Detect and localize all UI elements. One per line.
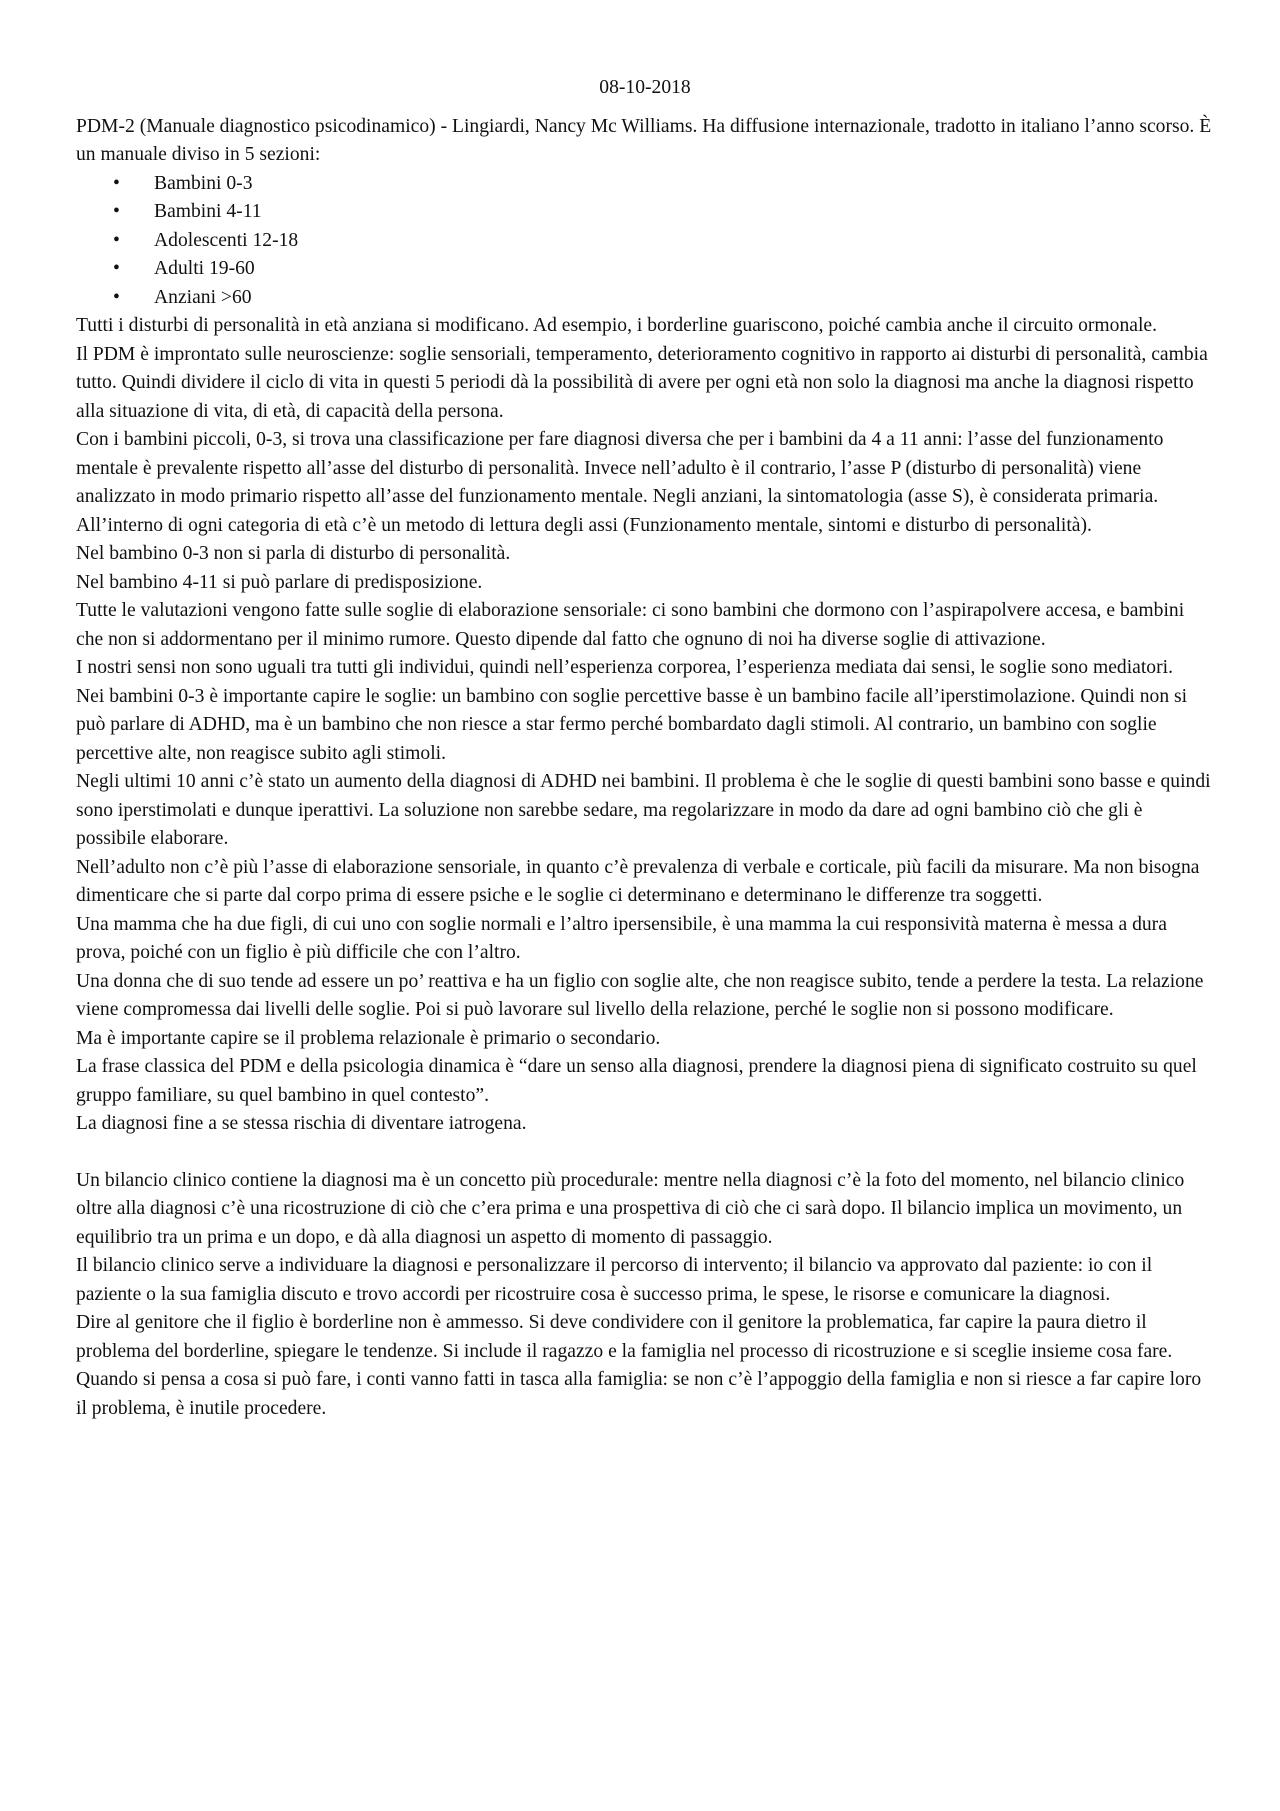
paragraph: Una donna che di suo tende ad essere un po’ reattiva e ha un figlio con soglie alte, che non reagisce subito, tende a perdere la testa. La relazione viene compromessa dai livelli delle soglie. Poi si può lavorare sul livello della relazione, perché le soglie non si possono modificare.	[76, 970, 1204, 1020]
list-item: • Anziani >60	[113, 284, 1214, 313]
list-item: • Adolescenti 12-18	[113, 227, 1214, 256]
document-date: 08-10-2018	[599, 77, 691, 98]
paragraph: Nell’adulto non c’è più l’asse di elaborazione sensoriale, in quanto c’è prevalenza di verbale e corticale, più facili da misurare. Ma non bisogna dimenticare che si parte dal corpo prima di essere psiche e le soglie ci determinano e determinano le differenze tra soggetti.	[76, 856, 1200, 906]
paragraph: Con i bambini piccoli, 0-3, si trova una classificazione per fare diagnosi diversa che per i bambini da 4 a 11 anni: l’asse del funzionamento mentale è prevalente rispetto all’asse del disturbo di personalità. Invece nell’adulto è il contrario, l’asse P (disturbo di personalità) viene analizzato in modo primario rispetto all’asse del funzionamento mentale. Negli anziani, la sintomatologia (asse S), è considerata primaria.	[76, 429, 1164, 507]
paragraph: Tutte le valutazioni vengono fatte sulle soglie di elaborazione sensoriale: ci sono bambini che dormono con l’aspirapolvere accesa, e bambini che non si addormentano per il minimo rumore. Questo dipende dal fatto che ognuno di noi ha diverse soglie di attivazione.	[76, 600, 1185, 650]
list-item: • Bambini 0-3	[113, 170, 1214, 199]
paragraph: I nostri sensi non sono uguali tra tutti gli individui, quindi nell’esperienza corporea, l’esperienza mediata dai sensi, le soglie sono mediatori.	[76, 657, 1173, 678]
paragraph: Nei bambini 0-3 è importante capire le soglie: un bambino con soglie percettive basse è un bambino facile all’iperstimolazione. Quindi non si può parlare di ADHD, ma è un bambino che non riesce a star fermo perché bombardato dagli stimoli. Al contrario, un bambino con soglie percettive alte, non reagisce subito agli stimoli.	[76, 685, 1188, 764]
paragraph: Tutti i disturbi di personalità in età anziana si modificano. Ad esempio, i borderline guariscono, poiché cambia anche il circuito ormonale.	[76, 315, 1157, 336]
paragraph: Dire al genitore che il figlio è borderline non è ammesso. Si deve condividere con il genitore la problematica, far capire la paura dietro il problema del borderline, spiegare le tendenze. Si include il ragazzo e la famiglia nel processo di ricostruzione e si sceglie insieme cosa fare.	[76, 1312, 1173, 1362]
list-item: • Bambini 4-11	[113, 198, 1214, 227]
paragraph: Negli ultimi 10 anni c’è stato un aumento della diagnosi di ADHD nei bambini. Il problema è che le soglie di questi bambini sono basse e quindi sono iperstimolati e dunque iperattivi. La soluzione non sarebbe sedare, ma regolarizzare in modo da dare ad ogni bambino ciò che gli è possibile elaborare.	[76, 771, 1211, 849]
paragraph: All’interno di ogni categoria di età c’è un metodo di lettura degli assi (Funzionamento mentale, sintomi e disturbo di personalità).	[76, 514, 1092, 536]
paragraph: Nel bambino 4-11 si può parlare di predisposizione.	[76, 571, 483, 593]
paragraph: Quando si pensa a cosa si può fare, i conti vanno fatti in tasca alla famiglia: se non c’è l’appoggio della famiglia e non si riesce a far capire loro il problema, è inutile procedere.	[76, 1369, 1202, 1419]
paragraph: La diagnosi fine a se stessa rischia di diventare iatrogena.	[76, 1113, 527, 1134]
paragraph: La frase classica del PDM e della psicologia dinamica è “dare un senso alla diagnosi, prendere la diagnosi piena di significato costruito su quel gruppo familiare, su quel bambino in quel contesto”.	[76, 1056, 1197, 1106]
paragraph: Il PDM è improntato sulle neuroscienze: soglie sensoriali, temperamento, deterioramento cognitivo in rapporto ai disturbi di personalità, cambia tutto. Quindi dividere il ciclo di vita in questi 5 periodi dà la possibilità di avere per ogni età non solo la diagnosi ma anche la diagnosi rispetto alla situazione di vita, di età, di capacità della persona.	[76, 343, 1208, 422]
paragraph: Il bilancio clinico serve a individuare la diagnosi e personalizzare il percorso di intervento; il bilancio va approvato dal paziente: io con il paziente o la sua famiglia discuto e trovo accordi per ricostruire cosa è successo prima, le spese, le risorse e comunicare la diagnosi.	[76, 1255, 1153, 1305]
paragraph-gap	[76, 1139, 1214, 1167]
paragraph: Ma è importante capire se il problema relazionale è primario o secondario.	[76, 1027, 661, 1049]
list-item: • Adulti 19-60	[113, 255, 1214, 284]
paragraph: Nel bambino 0-3 non si parla di disturbo di personalità.	[76, 543, 511, 564]
paragraph: Un bilancio clinico contiene la diagnosi ma è un concetto più procedurale: mentre nella diagnosi c’è la foto del momento, nel bilancio clinico oltre alla diagnosi c’è una ricostruzione di ciò che c’era prima e una prospettiva di ciò che ci sarà dopo. Il bilancio implica un movimento, un equilibrio tra un prima e un dopo, e dà alla diagnosi un aspetto di momento di passaggio.	[76, 1169, 1185, 1248]
paragraph: Una mamma che ha due figli, di cui uno con soglie normali e l’altro ipersensibile, è una mamma la cui responsività materna è messa a dura prova, poiché con un figlio è più difficile che con l’altro.	[76, 913, 1167, 963]
sections-list	[76, 170, 1214, 313]
intro-paragraph: PDM-2 (Manuale diagnostico psicodinamico) - Lingiardi, Nancy Mc Williams. Ha diffusione internazionale, tradotto in italiano l’anno scorso. È un manuale diviso in 5 sezioni:	[76, 115, 1212, 165]
